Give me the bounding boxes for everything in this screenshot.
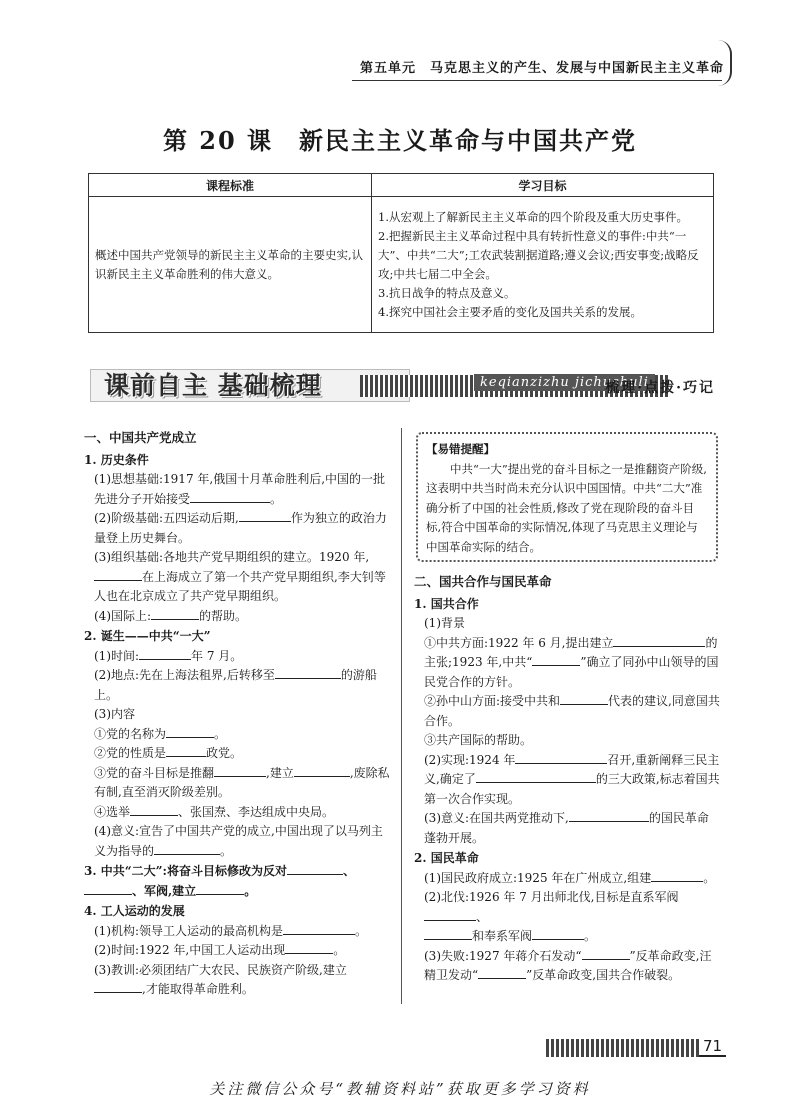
fill-blank[interactable] bbox=[214, 764, 266, 777]
text: 代表的建议,同意国共合作。 bbox=[424, 694, 720, 728]
text: ”确立了同孙中山领导的国民党合作的方针。 bbox=[424, 655, 719, 689]
fill-blank[interactable] bbox=[190, 490, 270, 503]
subsection-heading: 2. 诞生——中共“一大” bbox=[84, 629, 211, 643]
fill-blank[interactable] bbox=[166, 744, 206, 757]
subsection-heading: 4. 工人运动的发展 bbox=[84, 904, 185, 918]
text: 的游船上。 bbox=[94, 668, 377, 702]
text: 的三大政策,标志着国共第一次合作实现。 bbox=[424, 772, 720, 806]
objective-item: 1.从宏观上了解新民主主义革命的四个阶段及重大历史事件。 bbox=[378, 209, 688, 224]
objectives-cell bbox=[372, 197, 714, 333]
fill-blank[interactable] bbox=[560, 692, 608, 705]
fill-blank[interactable] bbox=[275, 666, 341, 679]
text: (1)思想基础:1917 年,俄国十月革命胜利后,中国的一批先进分子开始接受 bbox=[94, 472, 386, 506]
fill-blank[interactable] bbox=[424, 908, 476, 921]
page-number-bar bbox=[546, 1039, 701, 1057]
fill-blank[interactable] bbox=[239, 509, 291, 522]
objective-item: 2.把握新民主主义革命过程中具有转折性意义的事件:中共“一大”、中共“二大”;工农武装割据道路;遵义会议;西安事变;战略反攻;中共七届二中全会。 bbox=[378, 228, 699, 281]
text: ”反革命政变,汪精卫发动“ bbox=[424, 948, 712, 982]
text: ④选举 bbox=[94, 804, 131, 819]
section-heading: 一、中国共产党成立 bbox=[84, 430, 197, 445]
text: 在上海成立了第一个共产党早期组织,李大钊等人也在北京成立了共产党早期组织。 bbox=[94, 569, 386, 603]
text: 政党。 bbox=[206, 746, 243, 760]
text: (2)时间:1922 年,中国工人运动出现 bbox=[94, 943, 286, 957]
section-heading: 二、国共合作与国民革命 bbox=[414, 574, 552, 589]
subsection-heading: 1. 国共合作 bbox=[414, 596, 479, 611]
tip-text: 中共“一大”提出党的奋斗目标之一是推翻资产阶级,这表明中共当时尚未充分认识中国国情。中共“二大”准确分析了中国的社会性质,修改了党在现阶段的奋斗目标,符合中国革命的实际情况,体现了马克思主义理论与中国革命实际的结合。 bbox=[426, 461, 707, 554]
text: ③共产国际的帮助。 bbox=[424, 733, 533, 747]
standards-table bbox=[88, 173, 714, 333]
fill-blank[interactable] bbox=[476, 770, 596, 783]
text: ,才能取得革命胜利。 bbox=[142, 982, 254, 996]
banner-pinyin: keqianzizhu jichushuli bbox=[474, 374, 655, 391]
tip-title: 【易错提醒】 bbox=[426, 442, 495, 456]
error-tip-box bbox=[416, 432, 718, 562]
section-banner bbox=[90, 369, 715, 405]
standards-header: 课程标准 bbox=[89, 174, 372, 197]
fill-blank[interactable] bbox=[283, 922, 355, 935]
page-number: 71 bbox=[699, 1037, 726, 1057]
subsection-heading: 、军阀,建立 bbox=[132, 883, 197, 898]
lesson-title: 第 20 课 新民主主义革命与中国共产党 bbox=[162, 126, 638, 155]
fill-blank[interactable] bbox=[613, 634, 705, 647]
objectives-header: 学习目标 bbox=[372, 174, 714, 197]
fill-blank[interactable] bbox=[151, 607, 199, 620]
standard-cell: 概述中国共产党领导的新民主主义革命的主要史实,认识新民主主义革命胜利的伟大意义。 bbox=[89, 197, 372, 333]
subsection-heading: 2. 国民革命 bbox=[414, 851, 479, 865]
text: ,废除私有制,直至消灭阶级差别。 bbox=[94, 765, 390, 799]
text: (1)背景 bbox=[424, 616, 465, 630]
fill-blank[interactable] bbox=[294, 764, 350, 777]
banner-tagline: 梳理·点拨·巧记 bbox=[605, 380, 715, 396]
fill-blank[interactable] bbox=[196, 882, 244, 895]
text: ①中共方面:1922 年 6 月,提出建立 bbox=[424, 635, 614, 650]
text: (1)时间: bbox=[94, 648, 140, 663]
left-column: 一、中国共产党成立 1. 历史条件 (1)思想基础:1917 年,俄国十月革命胜利后,中国的一批先进分子开始接受 。 (2)阶级基础:五四运动后期, 作为独立的政治力量登上历史舞台。 (3)组织基础:各地共产党早期组织的建立。1920 年,在上海成立了第一个共产党早期组织,李大钊等人也在北京成立了共产党早期组织。 (4)国际上: 的帮助。 2. 诞生——中共“一大” (1)时间: 年 7 月。 (2)地点:先在上海法租界,后转移至 的游船上。 (3)内容 ①党的名称为 。 ②党的性质是 政党。 ③党的奋斗目标是推翻 ,建立 ,废除私有制,直至消灭阶级差别。 ④选举 、张国焘、李达组成中央局。 (4)意义:宣告了中国共产党的成立,中国出现了以马列主义为指导的 。 3. 中共“二大”:将奋斗目标修改为反对 、 、军阀,建立 。 4. 工人运动的发展 (1)机构:领导工人运动的最高机构是 。 (2)时间:1922 年,中国工人运动出现 。 (3)教训:必须团结广大农民、民族资产阶级,建立,才能取得革命胜利。 bbox=[84, 430, 390, 996]
text: 和奉系军阀 bbox=[472, 929, 533, 943]
footer-note: 关注微信公众号“教辅资料站”获取更多学习资料 bbox=[209, 1080, 591, 1098]
fill-blank[interactable] bbox=[532, 927, 584, 940]
fill-blank[interactable] bbox=[139, 647, 191, 660]
fill-blank[interactable] bbox=[287, 862, 343, 875]
text: ②孙中山方面:接受中共和 bbox=[424, 694, 561, 708]
subsection-heading: 3. 中共“二大”:将奋斗目标修改为反对 bbox=[84, 864, 287, 878]
fill-blank[interactable] bbox=[651, 869, 703, 882]
text: (2)阶级基础:五四运动后期, bbox=[94, 511, 239, 525]
fill-blank[interactable] bbox=[424, 927, 472, 940]
fill-blank[interactable] bbox=[532, 653, 580, 666]
objective-item: 3.抗日战争的特点及意义。 bbox=[378, 285, 516, 300]
text: (4)意义:宣告了中国共产党的成立,中国出现了以马列主义为指导的 bbox=[94, 824, 383, 858]
header-bracket bbox=[718, 40, 732, 86]
fill-blank[interactable] bbox=[569, 809, 649, 822]
text: (2)北伐:1926 年 7 月出师北伐,目标是直系军阀 bbox=[424, 890, 679, 904]
right-column: 二、国共合作与国民革命 1. 国共合作 (1)背景 ①中共方面:1922 年 6 月,提出建立 的主张;1923 年,中共“ ”确立了同孙中山领导的国民党合作的方针。 ②孙中山方面:接受中共和 代表的建议,同意国共合作。 ③共产国际的帮助。 (2)实现:1924 年 召开,重新阐释三民主义,确定了 的三大政策,标志着国共第一次合作实现。 (3)意义:在国共两党推动下, 的国民革命蓬勃开展。 2. 国民革命 (1)国民政府成立:1925 年在广州成立,组建 。 (2)北伐:1926 年 7 月出师北伐,目标是直系军阀、 和奉系军阀 。 (3)失败:1927 年蒋介石发动“ ”反革命政变,汪精卫发动“ ”反革命政变,国共合作破裂。 bbox=[414, 574, 720, 982]
text: 作为独立的政治力量登上历史舞台。 bbox=[94, 511, 387, 545]
text: (4)国际上: bbox=[94, 608, 152, 623]
text: 年 7 月。 bbox=[191, 648, 243, 663]
text: (1)国民政府成立:1925 年在广州成立,组建 bbox=[424, 870, 652, 885]
text: ”反革命政变,国共合作破裂。 bbox=[526, 968, 681, 982]
fill-blank[interactable] bbox=[154, 842, 220, 855]
fill-blank[interactable] bbox=[582, 947, 630, 960]
fill-blank[interactable] bbox=[285, 941, 333, 954]
text: (3)内容 bbox=[94, 707, 135, 721]
fill-blank[interactable] bbox=[94, 568, 142, 581]
text: (3)意义:在国共两党推动下, bbox=[424, 811, 569, 825]
fill-blank[interactable] bbox=[84, 882, 132, 895]
fill-blank[interactable] bbox=[515, 751, 607, 764]
text: ③党的奋斗目标是推翻 bbox=[94, 765, 215, 780]
fill-blank[interactable] bbox=[130, 803, 178, 816]
text: (3)教训:必须团结广大农民、民族资产阶级,建立 bbox=[94, 962, 347, 977]
text: (3)组织基础:各地共产党早期组织的建立。1920 年, bbox=[94, 550, 370, 564]
text: (2)地点:先在上海法租界,后转移至 bbox=[94, 668, 275, 682]
fill-blank[interactable] bbox=[166, 725, 214, 738]
text: 的国民革命蓬勃开展。 bbox=[424, 811, 709, 845]
header-rule bbox=[352, 80, 722, 81]
text: (1)机构:领导工人运动的最高机构是 bbox=[94, 923, 284, 938]
text: ①党的名称为 bbox=[94, 726, 167, 741]
column-divider bbox=[401, 428, 402, 1004]
banner-title: 课前自主 基础梳理 bbox=[104, 371, 322, 400]
text: 、张国焘、李达组成中央局。 bbox=[178, 804, 335, 819]
fill-blank[interactable] bbox=[94, 980, 142, 993]
subsection-heading: 1. 历史条件 bbox=[84, 452, 149, 467]
text: ,建立 bbox=[266, 765, 294, 780]
text: (2)实现:1924 年 bbox=[424, 752, 516, 767]
text: 召开,重新阐释三民主义,确定了 bbox=[424, 752, 720, 786]
objective-item: 4.探究中国社会主要矛盾的变化及国共关系的发展。 bbox=[378, 304, 642, 319]
text: ②党的性质是 bbox=[94, 746, 167, 760]
unit-header: 第五单元 马克思主义的产生、发展与中国新民主主义革命 bbox=[360, 61, 725, 76]
fill-blank[interactable] bbox=[478, 966, 526, 979]
text: 的主张;1923 年,中共“ bbox=[424, 635, 718, 669]
text: 的帮助。 bbox=[199, 608, 248, 623]
text: (3)失败:1927 年蒋介石发动“ bbox=[424, 948, 582, 963]
